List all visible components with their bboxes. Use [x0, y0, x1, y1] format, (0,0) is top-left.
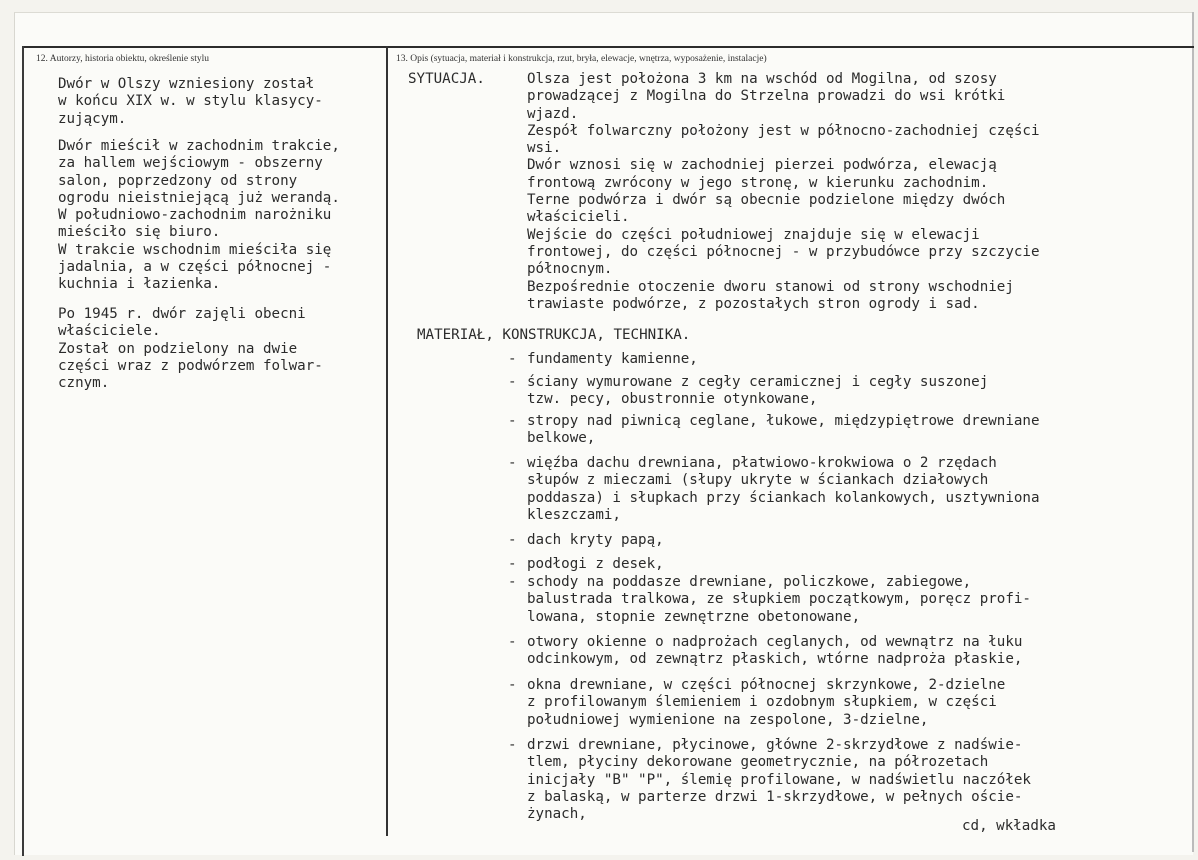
list-item-dash: - [508, 556, 517, 572]
material-label: MATERIAŁ, KONSTRUKCJA, TECHNIKA. [417, 327, 691, 343]
list-item: drzwi drewniane, płycinowe, główne 2-skrzydłowe z nadświe- tlem, płyciny dekorowane geometrycznie, na półrozetach inicjały "B" "P", ślemię profilowane, w nadświetlu naczółek z balaską, w parterze drzwi 1-skrzydłowe, w pełnych oście- żynach, [527, 737, 1031, 823]
list-item: podłogi z desek, [527, 556, 664, 572]
list-item: stropy nad piwnicą ceglane, łukowe, międzypiętrowe drewniane belkowe, [527, 413, 1040, 447]
list-item-dash: - [508, 574, 517, 590]
section-13-header: 13. Opis (sytuacja, materiał i konstrukcja, rzut, bryła, elewacje, wnętrza, wyposażenie, instalacje) [396, 54, 767, 64]
list-item-dash: - [508, 737, 517, 753]
column-divider [386, 46, 388, 836]
history-paragraph-2: Dwór mieścił w zachodnim trakcie, za hallem wejściowym - obszerny salon, poprzedzony od strony ogrodu nieistniejącą już werandą. W południowo-zachodnim narożniku mieściło się biuro. W trakcie wschodnim mieściła się jadalnia, a w części północnej - kuchnia i łazienka. [58, 138, 340, 293]
continuation-note: cd, wkładka [962, 818, 1056, 834]
list-item: ściany wymurowane z cegły ceramicznej i cegły suszonej tzw. pecy, obustronnie otynkowane, [527, 374, 989, 408]
list-item: otwory okienne o nadprożach ceglanych, od wewnątrz na łuku odcinkowym, od zewnątrz płaskich, wtórne nadproża płaskie, [527, 634, 1023, 668]
list-item-dash: - [508, 413, 517, 429]
list-item-dash: - [508, 532, 517, 548]
frame-left-rule [22, 46, 24, 856]
list-item: dach kryty papą, [527, 532, 664, 548]
situation-label: SYTUACJA. [408, 71, 485, 87]
list-item: okna drewniane, w części północnej skrzynkowe, 2-dzielne z profilowanym ślemieniem i ozdobnym słupkiem, w części południowej wymienione na zespolone, 3-dzielne, [527, 677, 1006, 728]
list-item-dash: - [508, 677, 517, 693]
frame-top-rule [22, 46, 1194, 48]
list-item: schody na poddasze drewniane, policzkowe, zabiegowe, balustrada tralkowa, ze słupkiem początkowym, poręcz profi- lowana, stopnie zewnętrzne obetonowane, [527, 574, 1031, 625]
list-item-dash: - [508, 455, 517, 471]
situation-text: Olsza jest położona 3 km na wschód od Mogilna, od szosy prowadzącej z Mogilna do Strzelna prowadzi do wsi krótki wjazd. Zespół folwarczny położony jest w północno-zachodniej części wsi. Dwór wznosi się w zachodniej pierzei podwórza, elewacją frontową zwrócony w jego stronę, w kierunku zachodnim. Terne podwórza i dwór są obecnie podzielone między dwóch właścicieli. Wejście do części południowej znajduje się w elewacji frontowej, do części północnej - w przybudówce przy szczycie północnym. Bezpośrednie otoczenie dworu stanowi od strony wschodniej trawiaste podwórze, z pozostałych stron ogrody i sad. [527, 71, 1040, 312]
list-item-dash: - [508, 374, 517, 390]
list-item: fundamenty kamienne, [527, 351, 698, 367]
list-item: więźba dachu drewniana, płatwiowo-krokwiowa o 2 rzędach słupów z mieczami (słupy ukryte w ściankach działowych poddasza) i słupkach przy ściankach kolankowych, usztywniona kleszczami, [527, 455, 1040, 523]
card-edge-right [1192, 12, 1194, 852]
history-paragraph-3: Po 1945 r. dwór zajęli obecni właściciele. Został on podzielony na dwie części wraz z podwórzem folwar- cznym. [58, 306, 323, 392]
history-paragraph-1: Dwór w Olszy wzniesiony został w końcu XIX w. w stylu klasycy- zującym. [58, 76, 323, 127]
section-12-header: 12. Autorzy, historia obiektu, określenie stylu [36, 54, 209, 64]
list-item-dash: - [508, 351, 517, 367]
list-item-dash: - [508, 634, 517, 650]
